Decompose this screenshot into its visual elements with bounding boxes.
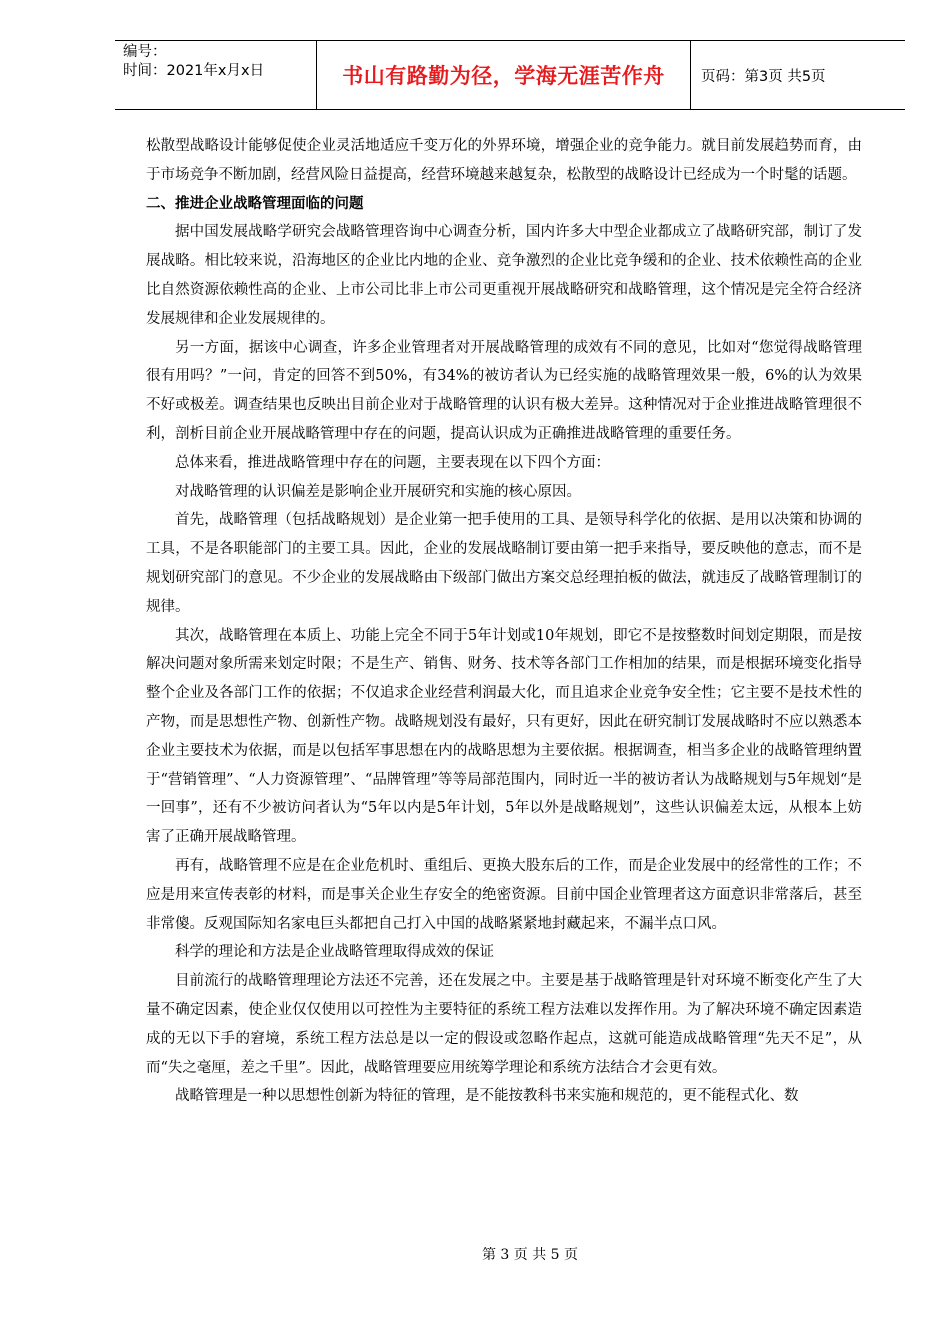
page-indicator: 页码：第3页 共5页 [701, 68, 826, 85]
header-page-cell [691, 41, 905, 109]
header-motto: 书山有路勤为径，学海无涯苦作舟 [342, 63, 665, 88]
page-footer: 第 3 页 共 5 页 [481, 1247, 579, 1263]
paragraph: 目前流行的战略管理理论方法还不完善，还在发展之中。主要是基于战略管理是针对环境不断变化产生了大量不确定因素，使企业仅仅使用以可控性为主要特征的系统工程方法难以发挥作用。为了解决环境不确定因素造成的无以下手的窘境，系统工程方法总是以一定的假设或忽略作起点，这就可能造成战略管理“先天不足”，从而“失之毫厘，差之千里”。因此，战略管理要应用统筹学理论和系统方法结合才会更有效。 [146, 973, 862, 1076]
paragraph: 总体来看，推进战略管理中存在的问题，主要表现在以下四个方面： [175, 454, 610, 471]
header-motto-cell [317, 41, 691, 109]
document-date: 时间：2021年x月x日 [123, 63, 265, 79]
section-heading: 二、推进企业战略管理面临的问题 [146, 195, 364, 212]
paragraph: 战略管理是一种以思想性创新为特征的管理，是不能按教科书来实施和规范的，更不能程式化、数 [175, 1088, 799, 1105]
paragraph: 其次，战略管理在本质上、功能上完全不同于5年计划或10年规划，即它不是按整数时间划定期限，而是按解决问题对象所需来划定时限；不是生产、销售、财务、技术等各部门工作相加的结果，而是根据环境变化指导整个企业及各部门工作的依据；不仅追求企业经营利润最大化，而且追求企业竞争安全性；它主要不是技术性的产物，而是思想性产物、创新性产物。战略规划没有最好，只有更好，因此在研究制订发展战略时不应以熟悉本企业主要技术为依据，而是以包括军事思想在内的战略思想为主要依据。根据调查，相当多企业的战略管理纳置于“营销管理”、“人力资源管理”、“品牌管理”等等局部范围内，同时近一半的被访者认为战略规划与5年规划“是一回事”，还有不少被访问者认为“5年以内是5年计划，5年以外是战略规划”，这些认识偏差太远，从根本上妨害了正确开展战略管理。 [146, 627, 862, 846]
paragraph: 松散型战略设计能够促使企业灵活地适应千变万化的外界环境，增强企业的竞争能力。就目前发展趋势而育，由于市场竞争不断加剧，经营风险日益提高，经营环境越来越复杂，松散型的战略设计已经成为一个时髦的话题。 [146, 138, 862, 183]
page-header [115, 40, 905, 110]
document-number-label: 编号： [123, 44, 167, 60]
header-meta [115, 41, 317, 109]
paragraph: 首先，战略管理（包括战略规划）是企业第一把手使用的工具、是领导科学化的依据、是用以决策和协调的工具，不是各职能部门的主要工具。因此，企业的发展战略制订要由第一把手来指导，要反映他的意志，而不是规划研究部门的意见。不少企业的发展战略由下级部门做出方案交总经理拍板的做法，就违反了战略管理制订的规律。 [146, 512, 862, 615]
document-body [146, 132, 862, 1111]
paragraph: 再有，战略管理不应是在企业危机时、重组后、更换大股东后的工作，而是企业发展中的经常性的工作；不应是用来宣传表彰的材料，而是事关企业生存安全的绝密资源。目前中国企业管理者这方面意识非常落后，甚至非常傻。反观国际知名家电巨头都把自己打入中国的战略紧紧地封藏起来，不漏半点口风。 [146, 857, 862, 932]
paragraph: 据中国发展战略学研究会战略管理咨询中心调查分析，国内许多大中型企业都成立了战略研究部，制订了发展战略。相比较来说，沿海地区的企业比内地的企业、竞争激烈的企业比竞争缓和的企业、技术依赖性高的企业比自然资源依赖性高的企业、上市公司比非上市公司更重视开展战略研究和战略管理，这个情况是完全符合经济发展规律和企业发展规律的。 [146, 224, 862, 327]
paragraph: 对战略管理的认识偏差是影响企业开展研究和实施的核心原因。 [175, 483, 581, 500]
paragraph: 另一方面，据该中心调查，许多企业管理者对开展战略管理的成效有不同的意见，比如对“您觉得战略管理很有用吗？”一问，肯定的回答不到50%，有34%的被访者认为已经实施的战略管理效果一般，6%的认为效果不好或极差。调查结果也反映出目前企业对于战略管理的认识有极大差异。这种情况对于企业推进战略管理很不利，剖析目前企业开展战略管理中存在的问题，提高认识成为正确推进战略管理的重要任务。 [146, 339, 862, 442]
paragraph: 科学的理论和方法是企业战略管理取得成效的保证 [175, 944, 494, 961]
